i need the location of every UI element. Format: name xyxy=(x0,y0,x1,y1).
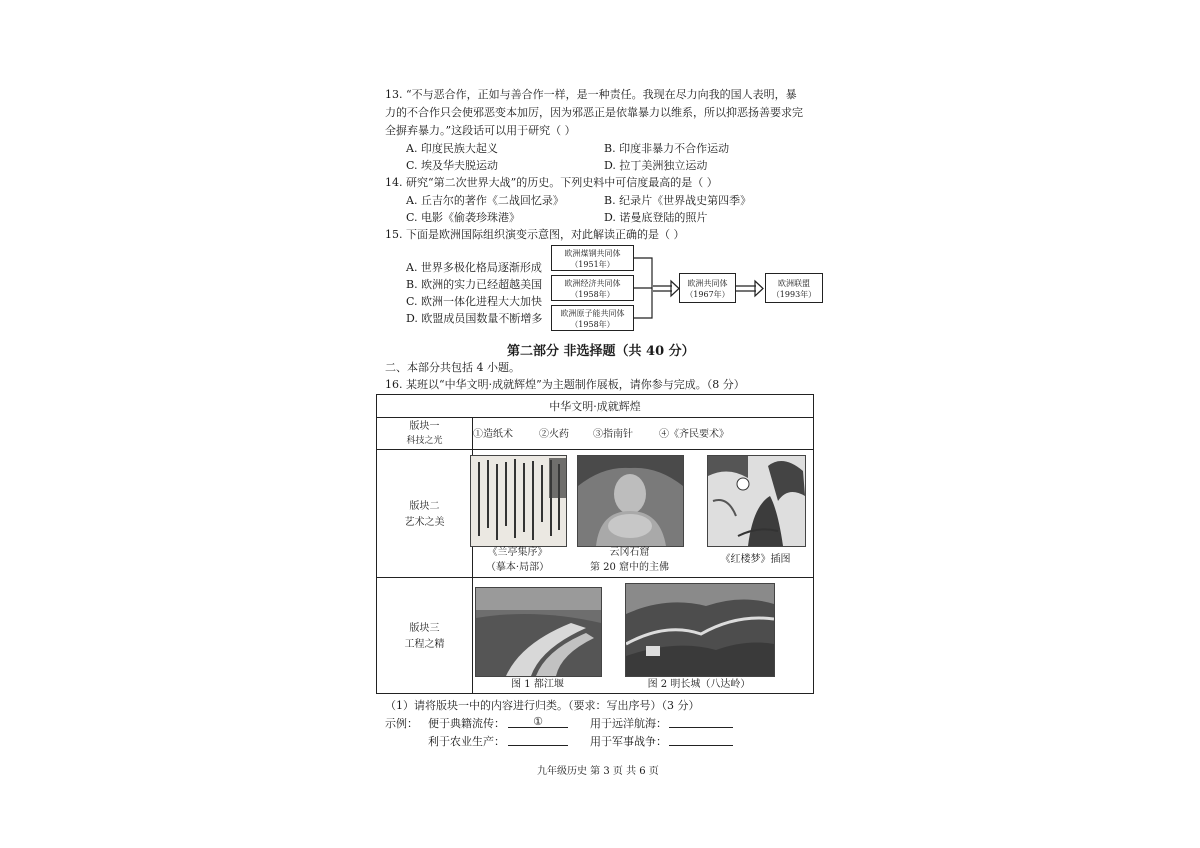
part2-title: 第二部分 非选择题（共 40 分） xyxy=(507,344,695,359)
fill1-label: 便于典籍流传： xyxy=(428,717,505,730)
q15-option-b: B. 欧洲的实力已经超越美国 xyxy=(406,278,543,291)
diagram-box-euratom-name: 欧洲原子能共同体 xyxy=(560,309,625,318)
diagram-box-eu xyxy=(765,273,823,303)
dujiangyan-caption: 图 1 都江堰 xyxy=(511,679,564,690)
yungang-buddha-image xyxy=(577,455,684,547)
q14-option-a: A. 丘吉尔的著作《二战回忆录》 xyxy=(406,194,564,207)
page-footer: 九年级历史 第 3 页 共 6 页 xyxy=(537,766,659,777)
fill2-blank[interactable] xyxy=(669,715,733,728)
fill2-label: 用于远洋航海： xyxy=(590,717,667,730)
q13-option-b: B. 印度非暴力不合作运动 xyxy=(604,142,730,155)
part2-intro: 二、本部分共包括 4 小题。 xyxy=(385,361,520,374)
diagram-box-ecsc xyxy=(551,245,634,271)
yungang-caption-2: 第 20 窟中的主佛 xyxy=(589,562,670,573)
q13-line1: 13. “不与恶合作，正如与善合作一样，是一种责任。我现在尽力向我的国人表明，暴 xyxy=(385,88,797,101)
q14-option-d: D. 诺曼底登陆的照片 xyxy=(604,211,708,224)
row3-label-1: 版块三 xyxy=(409,623,440,634)
diagram-box-euratom xyxy=(551,305,634,331)
fill3-label: 利于农业生产： xyxy=(428,735,505,748)
q16-stem: 16. 某班以“中华文明·成就辉煌”为主题制作展板，请你参与完成。（8 分） xyxy=(385,378,745,391)
diagram-box-ec-name: 欧洲共同体 xyxy=(687,279,728,288)
row2-label-2: 艺术之美 xyxy=(404,517,445,528)
lanting-caption-1: 《兰亭集序》 xyxy=(487,547,548,558)
diagram-box-ec xyxy=(679,273,736,303)
exhibition-table xyxy=(376,394,814,694)
diagram-box-eu-name: 欧洲联盟 xyxy=(778,279,810,288)
diagram-box-eec-year: （1958年） xyxy=(570,290,615,299)
fill1-answer: ① xyxy=(508,715,568,728)
row2-label-1: 版块二 xyxy=(409,501,440,512)
diagram-box-ec-year: （1967年） xyxy=(685,290,730,299)
row1-item-1: ①造纸术 xyxy=(473,429,513,440)
q13-line2: 力的不合作只会使邪恶变本加厉，因为邪恶正是依靠暴力以维系，所以抑恶扬善要求完 xyxy=(385,106,803,119)
lanting-caption-2: （摹本·局部） xyxy=(485,562,550,573)
great-wall-caption: 图 2 明长城（八达岭） xyxy=(647,679,751,690)
q16-sub1: （1）请将版块一中的内容进行归类。（要求：写出序号）（3 分） xyxy=(385,699,700,712)
q15-stem: 15. 下面是欧洲国际组织演变示意图，对此解读正确的是（ ） xyxy=(385,228,685,241)
hongloumeng-illustration-image xyxy=(707,455,806,547)
diagram-box-ecsc-name: 欧洲煤钢共同体 xyxy=(564,249,621,258)
q14-stem: 14. 研究“第二次世界大战”的历史。下列史料中可信度最高的是（ ） xyxy=(385,176,718,189)
dujiangyan-image xyxy=(475,587,602,677)
row1-item-4: ④《齐民要术》 xyxy=(659,429,729,440)
great-wall-image xyxy=(625,583,775,677)
diagram-box-ecsc-year: （1951年） xyxy=(570,260,615,269)
q13-option-d: D. 拉丁美洲独立运动 xyxy=(604,159,708,172)
q14-option-c: C. 电影《偷袭珍珠港》 xyxy=(406,211,521,224)
row1-item-3: ③指南针 xyxy=(593,429,633,440)
fill4-label: 用于军事战争： xyxy=(590,735,667,748)
q13-option-c: C. 埃及华夫脱运动 xyxy=(406,159,499,172)
diagram-box-eu-year: （1993年） xyxy=(771,290,817,299)
diagram-box-eec xyxy=(551,275,634,301)
diagram-box-eec-name: 欧洲经济共同体 xyxy=(564,279,621,288)
q13-line3: 全摒弃暴力。”这段话可以用于研究（ ） xyxy=(385,124,576,137)
q15-option-a: A. 世界多极化格局逐渐形成 xyxy=(406,261,542,274)
q14-option-b: B. 纪录片《世界战史第四季》 xyxy=(604,194,752,207)
lanting-preface-image xyxy=(470,455,567,547)
row1-item-2: ②火药 xyxy=(539,429,569,440)
hongloumeng-caption: 《红楼梦》插图 xyxy=(720,554,791,565)
q15-option-d: D. 欧盟成员国数量不断增多 xyxy=(406,312,543,325)
diagram-box-euratom-year: （1958年） xyxy=(570,320,615,329)
fill1-blank[interactable] xyxy=(508,715,568,728)
yungang-caption-1: 云冈石窟 xyxy=(609,547,650,558)
q13-option-a: A. 印度民族大起义 xyxy=(406,142,498,155)
fill4-blank[interactable] xyxy=(669,733,733,746)
fill3-blank[interactable] xyxy=(508,733,568,746)
table-header: 中华文明·成就辉煌 xyxy=(549,400,641,413)
example-label: 示例： xyxy=(385,717,418,730)
row1-label-1: 版块一 xyxy=(409,421,440,432)
q15-option-c: C. 欧洲一体化进程大大加快 xyxy=(406,295,543,308)
row3-label-2: 工程之精 xyxy=(404,639,445,650)
row1-label-2: 科技之光 xyxy=(406,436,443,446)
